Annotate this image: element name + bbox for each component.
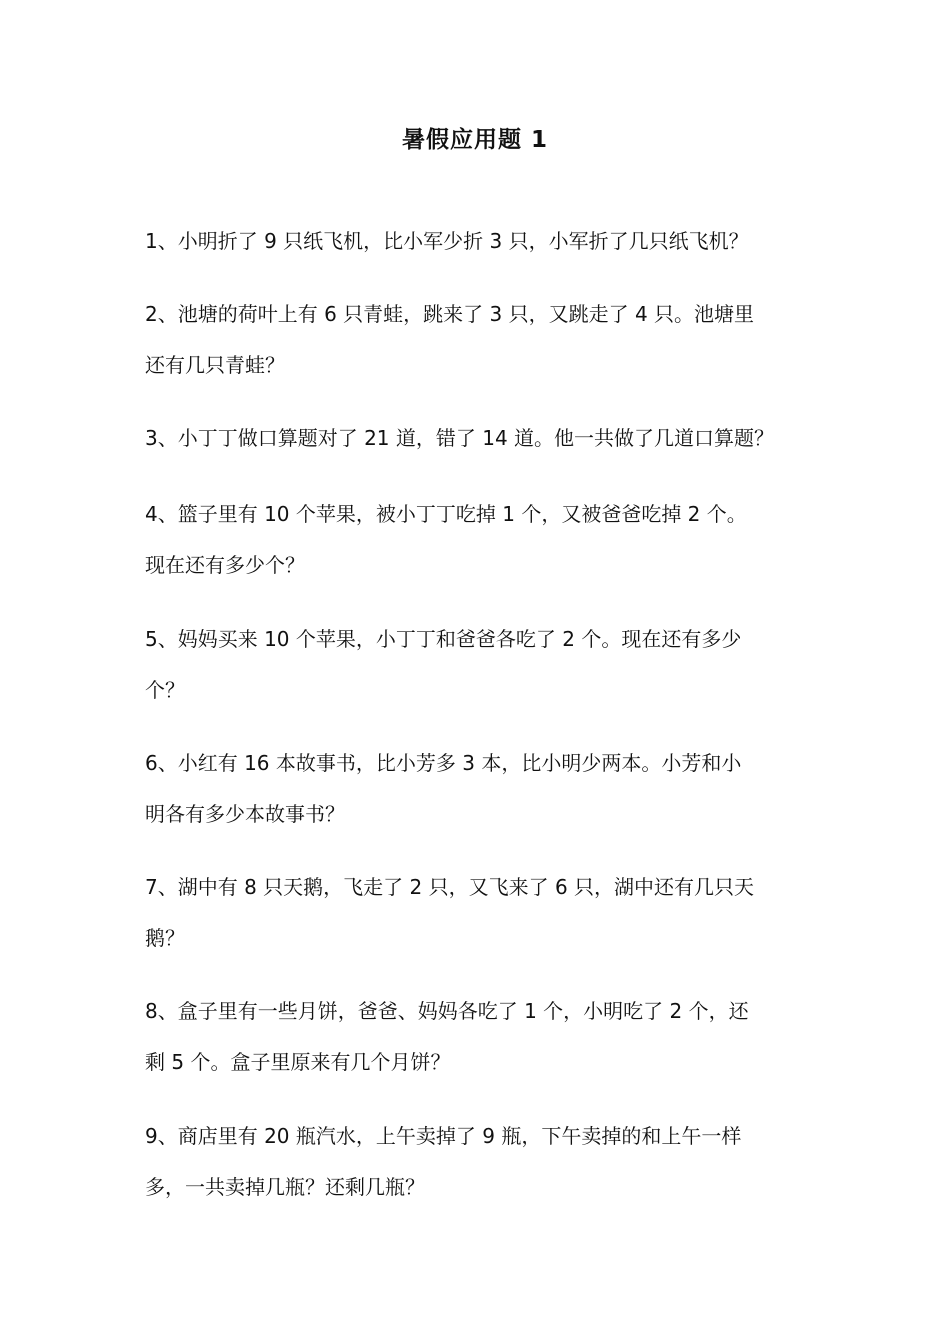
question-4: [145, 489, 820, 591]
question-line: 多，一共卖掉几瓶？还剩几瓶？: [145, 1175, 425, 1199]
question-line: 5、妈妈买来 10 个苹果，小丁丁和爸爸各吃了 2 个。现在还有多少: [145, 627, 742, 651]
question-line: 鹅？: [145, 926, 185, 950]
question-line: 7、湖中有 8 只天鹅，飞走了 2 只，又飞来了 6 只，湖中还有几只天: [145, 875, 755, 899]
question-3: [145, 413, 820, 464]
question-9: [145, 1111, 820, 1213]
question-8: [145, 986, 820, 1088]
question-6: [145, 738, 820, 840]
question-5: [145, 614, 820, 716]
question-line: 现在还有多少个？: [145, 553, 305, 577]
question-line: 还有几只青蛙？: [145, 353, 285, 377]
question-line: 9、商店里有 20 瓶汽水，上午卖掉了 9 瓶，下午卖掉的和上午一样: [145, 1124, 742, 1148]
question-line: 明各有多少本故事书？: [145, 802, 345, 826]
question-2: [145, 289, 820, 391]
question-1: [145, 216, 820, 267]
question-line: 6、小红有 16 本故事书，比小芳多 3 本，比小明少两本。小芳和小: [145, 751, 742, 775]
question-line: 8、盒子里有一些月饼，爸爸、妈妈各吃了 1 个，小明吃了 2 个，还: [145, 999, 749, 1023]
question-line: 3、小丁丁做口算题对了 21 道，错了 14 道。他一共做了几道口算题？: [145, 426, 775, 450]
question-7: [145, 862, 820, 964]
question-line: 个？: [145, 678, 185, 702]
page-title: 暑假应用题 1: [401, 127, 548, 153]
question-line: 4、篮子里有 10 个苹果，被小丁丁吃掉 1 个，又被爸爸吃掉 2 个。: [145, 502, 747, 526]
question-line: 2、池塘的荷叶上有 6 只青蛙，跳来了 3 只，又跳走了 4 只。池塘里: [145, 302, 755, 326]
question-line: 剩 5 个。盒子里原来有几个月饼？: [145, 1050, 451, 1074]
question-line: 1、小明折了 9 只纸飞机，比小军少折 3 只，小军折了几只纸飞机？: [145, 229, 749, 253]
